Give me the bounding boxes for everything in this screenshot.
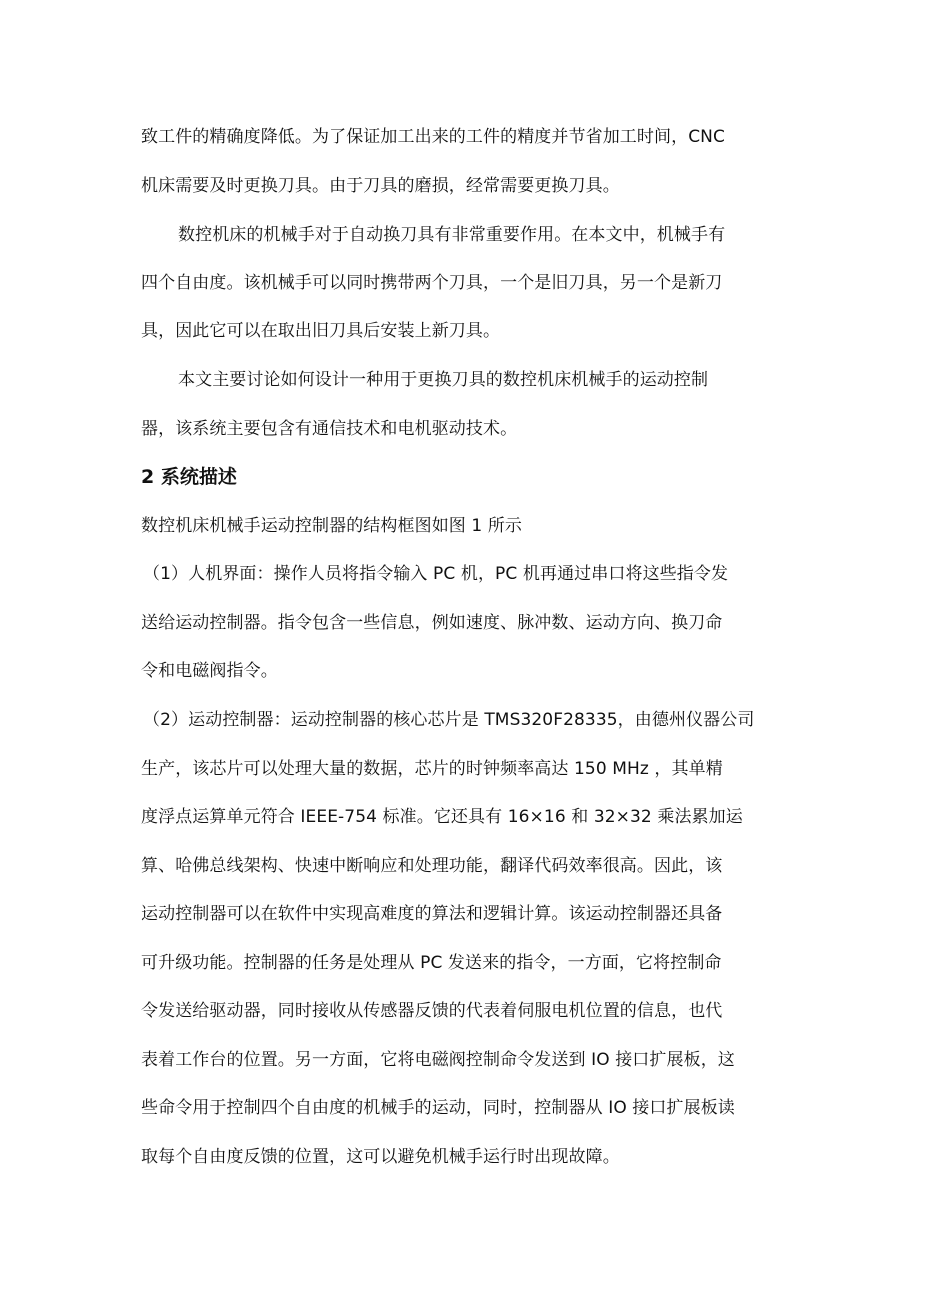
section-heading: 2 系统描述 [141,466,237,488]
list-item-line: 取每个自由度反馈的位置，这可以避免机械手运行时出现故障。 [141,1147,620,1167]
list-item-line: 令和电磁阀指令。 [141,661,278,681]
paragraph-line: 机床需要及时更换刀具。由于刀具的磨损，经常需要更换刀具。 [141,176,620,196]
list-item-line: 算、哈佛总线架构、快速中断响应和处理功能，翻译代码效率很高。因此，该 [141,856,723,876]
list-item-line: 运动控制器可以在软件中实现高难度的算法和逻辑计算。该运动控制器还具备 [141,904,723,924]
list-item-line: 送给运动控制器。指令包含一些信息，例如速度、脉冲数、运动方向、换刀命 [141,613,723,633]
paragraph-line: 器，该系统主要包含有通信技术和电机驱动技术。 [141,419,518,439]
list-item-line: 令发送给驱动器，同时接收从传感器反馈的代表着伺服电机位置的信息，也代 [141,1001,723,1021]
paragraph-line: 数控机床的机械手对于自动换刀具有非常重要作用。在本文中，机械手有 [178,225,726,245]
list-item-line: 表着工作台的位置。另一方面，它将电磁阀控制命令发送到 IO 接口扩展板，这 [141,1050,735,1070]
list-item-line: 生产，该芯片可以处理大量的数据，芯片的时钟频率高达 150 MHz ，其单精 [141,759,723,779]
paragraph-line: 数控机床机械手运动控制器的结构框图如图 1 所示 [141,516,523,536]
list-item-line: 些命令用于控制四个自由度的机械手的运动，同时，控制器从 IO 接口扩展板读 [141,1098,735,1118]
paragraph-line: 具，因此它可以在取出旧刀具后安装上新刀具。 [141,321,501,341]
list-item-line: （1）人机界面：操作人员将指令输入 PC 机，PC 机再通过串口将这些指令发 [143,564,729,584]
paragraph-line: 本文主要讨论如何设计一种用于更换刀具的数控机床机械手的运动控制 [178,370,709,390]
paragraph-line: 四个自由度。该机械手可以同时携带两个刀具，一个是旧刀具，另一个是新刀 [141,273,723,293]
list-item-line: 可升级功能。控制器的任务是处理从 PC 发送来的指令，一方面，它将控制命 [141,953,722,973]
paragraph-line: 致工件的精确度降低。为了保证加工出来的工件的精度并节省加工时间，CNC [141,127,725,147]
list-item-line: 度浮点运算单元符合 IEEE-754 标准。它还具有 16×16 和 32×32 乘法累加运 [141,807,743,827]
list-item-line: （2）运动控制器：运动控制器的核心芯片是 TMS320F28335，由德州仪器公司 [143,710,755,730]
